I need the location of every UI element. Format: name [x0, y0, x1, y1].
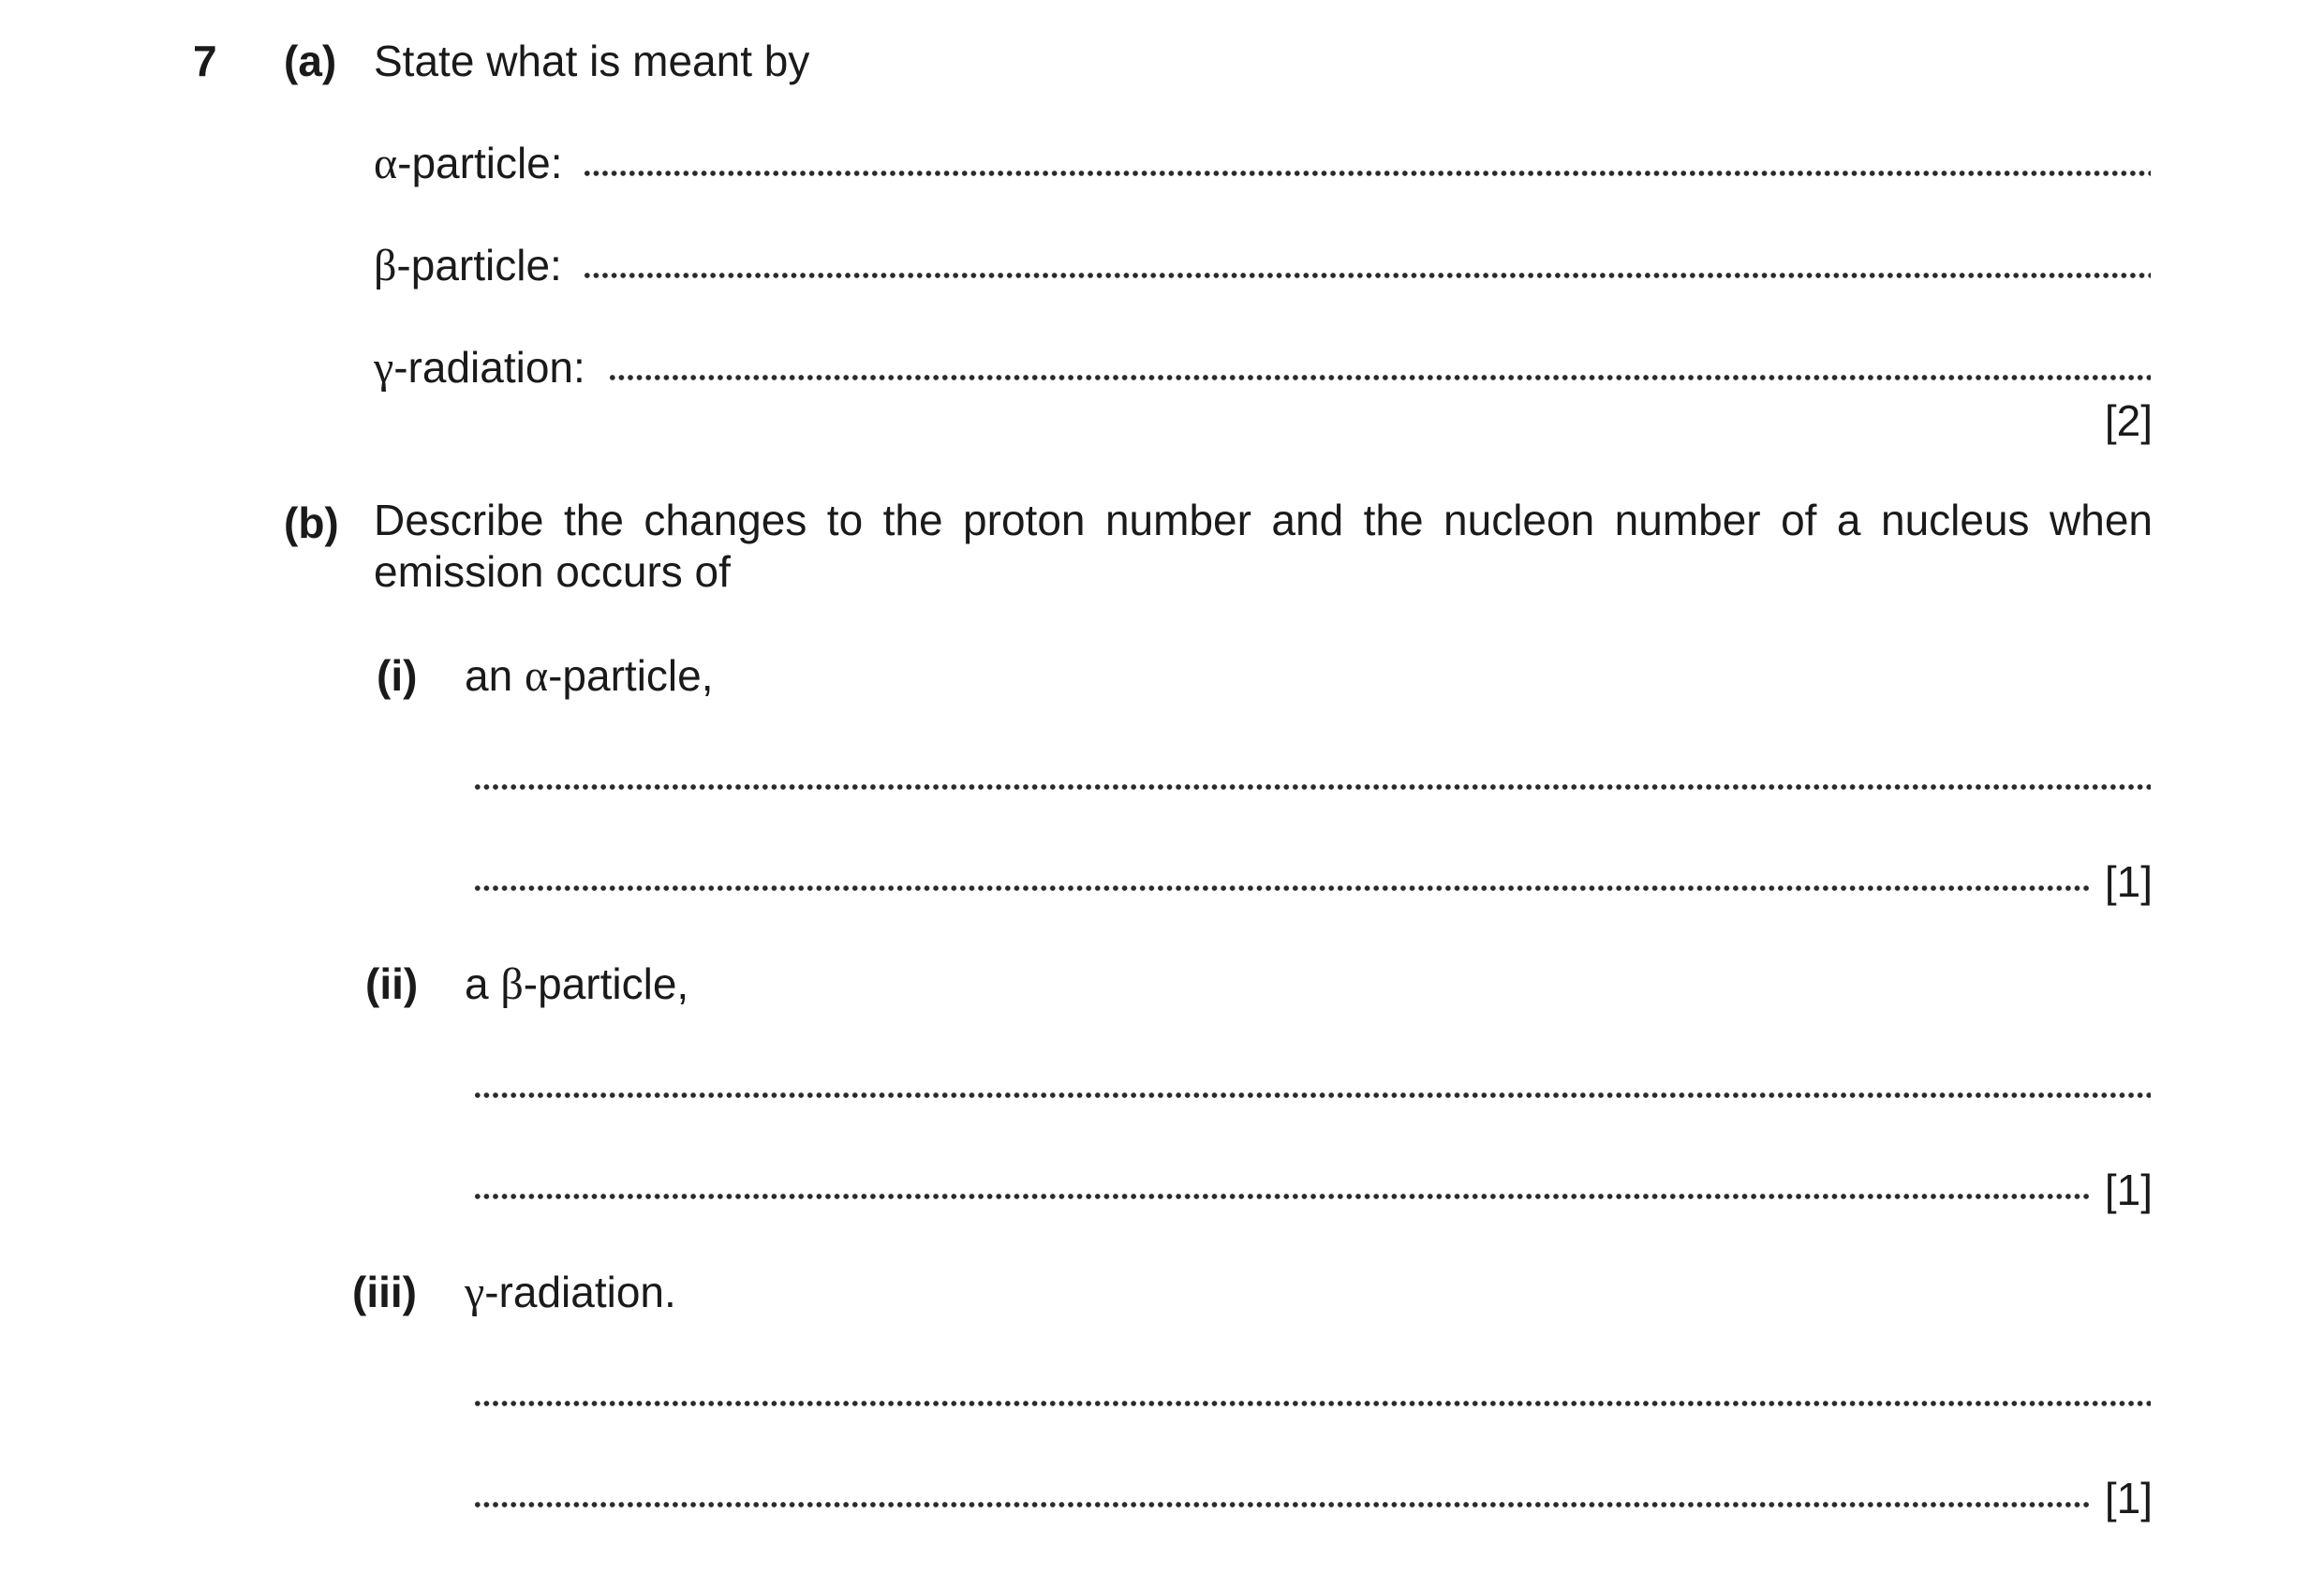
part-b-prompt: Describe the changes to the proton number and the nucleon number of a nucleus when emission occurs of [374, 496, 2153, 596]
beta-term: -particle: [396, 241, 562, 290]
part-b-label: (b) [284, 498, 339, 547]
alpha-symbol: α [374, 139, 398, 188]
subpart-i-answer-line-1[interactable] [473, 783, 2151, 791]
subpart-i-marks: [1] [2104, 857, 2153, 906]
alpha-symbol: α [524, 651, 549, 701]
subpart-iii-label: (iii) [352, 1268, 417, 1316]
subpart-ii-answer-line-1[interactable] [473, 1091, 2151, 1099]
part-a-marks: [2] [2104, 396, 2153, 445]
subpart-iii-answer-line-2[interactable] [473, 1501, 2090, 1508]
gamma-symbol: γ [374, 343, 394, 393]
subpart-i-label: (i) [377, 651, 418, 700]
gamma-radiation-label [374, 343, 585, 393]
subpart-iii-marks: [1] [2104, 1474, 2153, 1522]
subpart-iii-answer-line-1[interactable] [473, 1400, 2151, 1407]
subpart-ii-prefix: a [465, 959, 501, 1008]
part-a-label: (a) [284, 37, 337, 85]
beta-answer-line[interactable] [583, 272, 2151, 279]
beta-symbol: β [500, 959, 524, 1009]
beta-particle-label [374, 241, 562, 290]
subpart-i-answer-line-2[interactable] [473, 884, 2090, 892]
part-a-prompt: State what is meant by [374, 37, 810, 85]
subpart-iii-text [465, 1270, 676, 1315]
subpart-i-text [465, 651, 714, 701]
subpart-i-suffix: -particle, [548, 651, 714, 700]
gamma-answer-line[interactable] [608, 374, 2151, 381]
alpha-term: -particle: [397, 139, 563, 187]
subpart-ii-answer-line-2[interactable] [473, 1193, 2090, 1200]
question-number: 7 [193, 37, 217, 85]
alpha-particle-label [374, 141, 563, 186]
subpart-ii-label: (ii) [365, 959, 419, 1008]
gamma-term: -radiation: [393, 343, 585, 392]
beta-symbol: β [374, 241, 397, 290]
subpart-ii-suffix: -particle, [523, 959, 689, 1008]
subpart-ii-marks: [1] [2104, 1166, 2153, 1214]
subpart-ii-text [465, 959, 689, 1009]
gamma-symbol: γ [465, 1268, 485, 1317]
alpha-answer-line[interactable] [583, 170, 2151, 177]
subpart-iii-suffix: -radiation. [484, 1268, 676, 1316]
subpart-i-prefix: an [465, 651, 525, 700]
